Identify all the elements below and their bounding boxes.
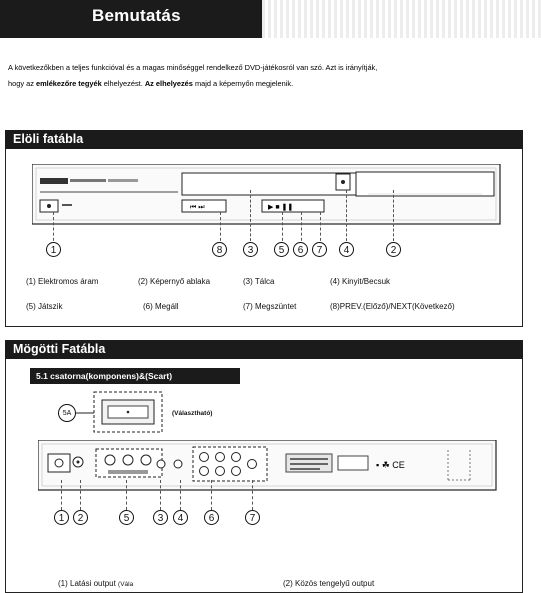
front-panel-title: Elöli fatábla [13, 132, 84, 146]
callout-5: 5 [274, 242, 289, 257]
back-leader-6 [211, 480, 212, 510]
back-leader-3 [160, 480, 161, 510]
svg-text:▶ ■ ❚❚: ▶ ■ ❚❚ [268, 204, 294, 211]
scart-inset [76, 390, 166, 440]
callout-2: 2 [386, 242, 401, 257]
optional-label: (Választható) [172, 410, 213, 417]
callout-3: 3 [243, 242, 258, 257]
back-label-1: (1) Latási output (Vála [58, 579, 134, 588]
back-leader-5 [126, 480, 127, 510]
leader-4 [346, 190, 347, 246]
back-panel-title: Mögötti Fatábla [13, 342, 106, 356]
leader-2 [393, 190, 394, 246]
back-label-2: (2) Közös tengelyű output [283, 579, 375, 588]
intro-line-1: A következőkben a teljes funkcióval és a magas minőséggel rendelkező DVD-játékosról van szó. Azt is irányítják, [8, 63, 378, 72]
back-leader-1 [61, 480, 62, 510]
page-title: Bemutatás [92, 6, 181, 25]
back-callout-5: 5 [119, 510, 134, 525]
page-header [0, 0, 541, 38]
svg-text:▪ ☘ CE: ▪ ☘ CE [376, 460, 405, 470]
back-callout-1: 1 [54, 510, 69, 525]
back-callout-4: 4 [173, 510, 188, 525]
leader-1 [53, 212, 54, 246]
back-leader-4 [180, 480, 181, 510]
back-callout-7: 7 [245, 510, 260, 525]
back-panel-header [5, 340, 523, 359]
callout-8: 8 [212, 242, 227, 257]
callout-7: 7 [312, 242, 327, 257]
header-stripe-band [262, 0, 541, 38]
back-panel-device [38, 440, 498, 492]
callout-6: 6 [293, 242, 308, 257]
front-panel-device [32, 164, 502, 226]
back-callout-2: 2 [73, 510, 88, 525]
leader-5 [282, 212, 283, 246]
callout-5a: 5A [58, 404, 76, 422]
front-label-1: (1) Elektromos áram [26, 277, 99, 286]
front-label-5: (5) Játszik [26, 302, 63, 311]
front-label-2: (2) Képernyő ablaka [138, 277, 211, 286]
intro-line-2: hogy az emlékezőre tegyék elhelyezést. Az elhelyezés majd a képernyőn megjelenik. [8, 79, 294, 88]
front-panel-header [5, 130, 523, 149]
front-label-8: (8)PREV.(Előző)/NEXT(Következő) [330, 302, 455, 311]
callout-4: 4 [339, 242, 354, 257]
back-leader-2 [80, 480, 81, 510]
callout-1: 1 [46, 242, 61, 257]
front-label-7: (7) Megszüntet [243, 302, 297, 311]
front-label-6: (6) Megáll [143, 302, 179, 311]
back-callout-3: 3 [153, 510, 168, 525]
back-subtitle-tab [30, 368, 240, 384]
back-callout-6: 6 [204, 510, 219, 525]
back-subtitle: 5.1 csatorna(komponens)&(Scart) [36, 371, 173, 381]
svg-text:⏮ ⏭: ⏮ ⏭ [190, 204, 205, 211]
back-leader-7 [252, 480, 253, 510]
front-label-4: (4) Kinyit/Becsuk [330, 277, 391, 286]
front-label-3: (3) Tálca [243, 277, 275, 286]
leader-3 [250, 190, 251, 246]
leader-6 [301, 212, 302, 246]
leader-8 [220, 212, 221, 246]
leader-7 [320, 212, 321, 246]
